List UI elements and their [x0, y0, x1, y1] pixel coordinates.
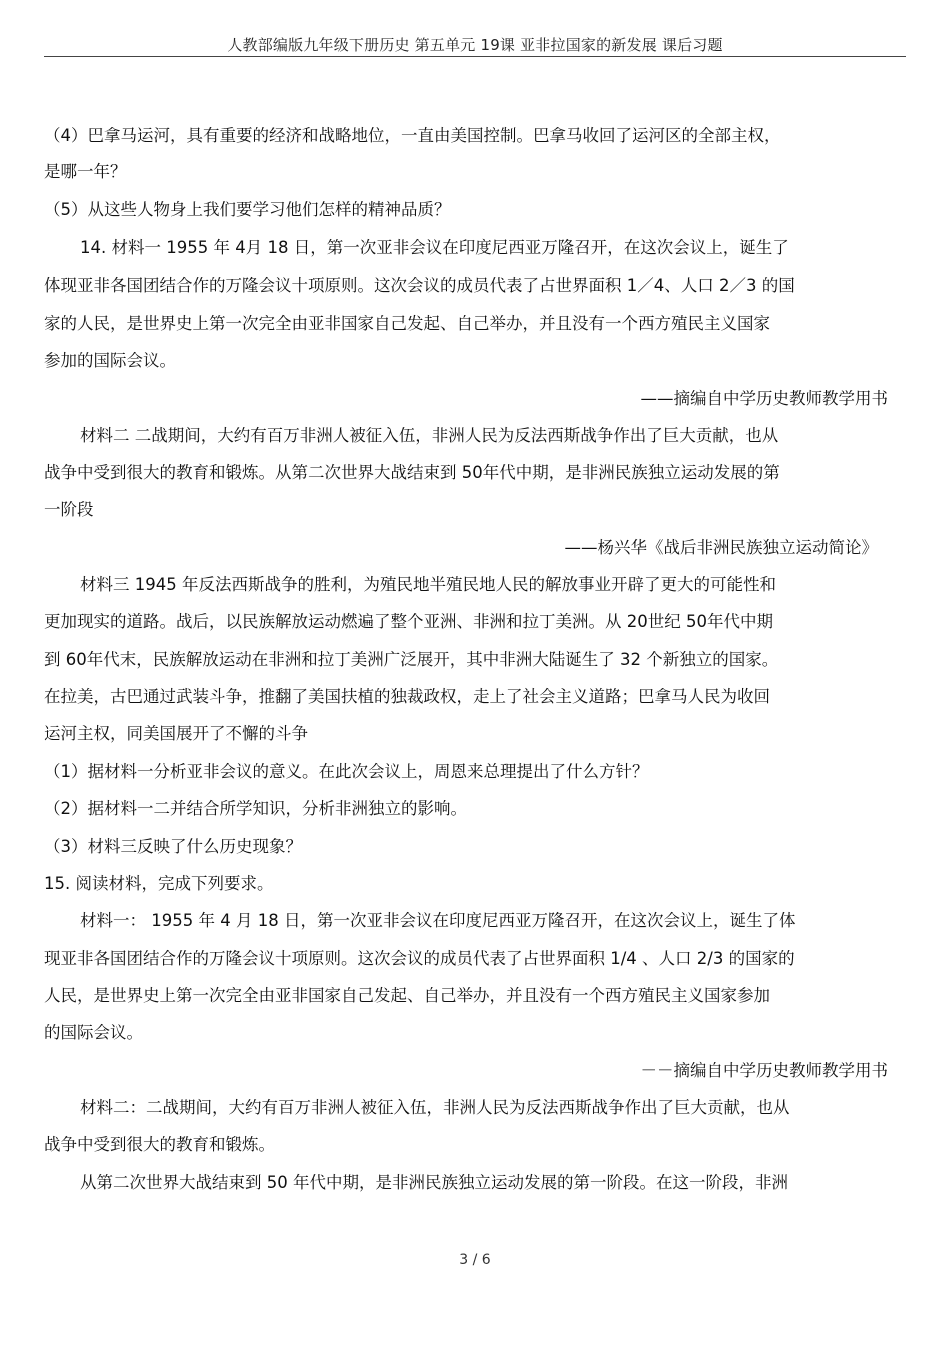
page-header: 人教部编版九年级下册历史 第五单元 19课 亚非拉国家的新发展 课后习题: [227, 36, 723, 54]
text-line: 的国际会议。: [44, 1023, 143, 1042]
text-line: 14. 材料一 1955 年 4月 18 日，第一次亚非会议在印度尼西亚万隆召开，在这次会议上，诞生了: [80, 238, 789, 257]
text-line: 运河主权，同美国展开了不懈的斗争: [44, 724, 308, 743]
text-line: 材料二 二战期间，大约有百万非洲人被征入伍，非洲人民为反法西斯战争作出了巨大贡献，也从: [80, 426, 779, 445]
text-line: 材料二：二战期间，大约有百万非洲人被征入伍，非洲人民为反法西斯战争作出了巨大贡献，也从: [80, 1098, 790, 1117]
question-line: （1）据材料一分析亚非会议的意义。在此次会议上，周恩来总理提出了什么方针？: [44, 762, 649, 781]
text-line: （5）从这些人物身上我们要学习他们怎样的精神品质？: [44, 200, 451, 219]
question-line: （3）材料三反映了什么历史现象？: [44, 837, 302, 856]
source-citation: －－摘编自中学历史教师教学用书: [640, 1061, 888, 1080]
text-line: 一阶段: [44, 500, 94, 519]
text-line: （4）巴拿马运河，具有重要的经济和战略地位，一直由美国控制。巴拿马收回了运河区的全部主权，: [44, 126, 781, 145]
page-number: 3 / 6: [459, 1252, 491, 1268]
text-line: 人民，是世界史上第一次完全由亚非国家自己发起、自己举办，并且没有一个西方殖民主义国家参加: [44, 986, 770, 1005]
text-line: 家的人民，是世界史上第一次完全由亚非国家自己发起、自己举办，并且没有一个西方殖民主义国家: [44, 314, 770, 333]
text-line: 材料一： 1955 年 4 月 18 日，第一次亚非会议在印度尼西亚万隆召开，在这次会议上，诞生了体: [80, 911, 796, 930]
text-line: 战争中受到很大的教育和锻炼。从第二次世界大战结束到 50年代中期，是非洲民族独立运动发展的第: [44, 463, 780, 482]
text-line: 战争中受到很大的教育和锻炼。: [44, 1135, 275, 1154]
source-citation: ——杨兴华《战后非洲民族独立运动简论》: [564, 538, 878, 557]
text-line: 材料三 1945 年反法西斯战争的胜利，为殖民地半殖民地人民的解放事业开辟了更大的可能性和: [80, 575, 776, 594]
text-line: 从第二次世界大战结束到 50 年代中期，是非洲民族独立运动发展的第一阶段。在这一阶段，非洲: [80, 1173, 788, 1192]
text-line: 现亚非各国团结合作的万隆会议十项原则。这次会议的成员代表了占世界面积 1/4 、人口 2/3 的国家的: [44, 949, 795, 968]
text-line: 体现亚非各国团结合作的万隆会议十项原则。这次会议的成员代表了占世界面积 1／4、人口 2／3 的国: [44, 276, 795, 295]
question-line: （2）据材料一二并结合所学知识，分析非洲独立的影响。: [44, 799, 467, 818]
text-line: 更加现实的道路。战后，以民族解放运动燃遍了整个亚洲、非洲和拉丁美洲。从 20世纪 50年代中期: [44, 612, 773, 631]
source-citation: ——摘编自中学历史教师教学用书: [640, 389, 888, 408]
text-line: 是哪一年？: [44, 162, 127, 181]
text-line: 到 60年代末，民族解放运动在非洲和拉丁美洲广泛展开，其中非洲大陆诞生了 32 个新独立的国家。: [44, 650, 779, 669]
header-divider: [44, 56, 906, 57]
question-line: 15. 阅读材料，完成下列要求。: [44, 874, 274, 893]
text-line: 参加的国际会议。: [44, 351, 176, 370]
text-line: 在拉美，古巴通过武装斗争，推翻了美国扶植的独裁政权，走上了社会主义道路；巴拿马人民为收回: [44, 687, 770, 706]
